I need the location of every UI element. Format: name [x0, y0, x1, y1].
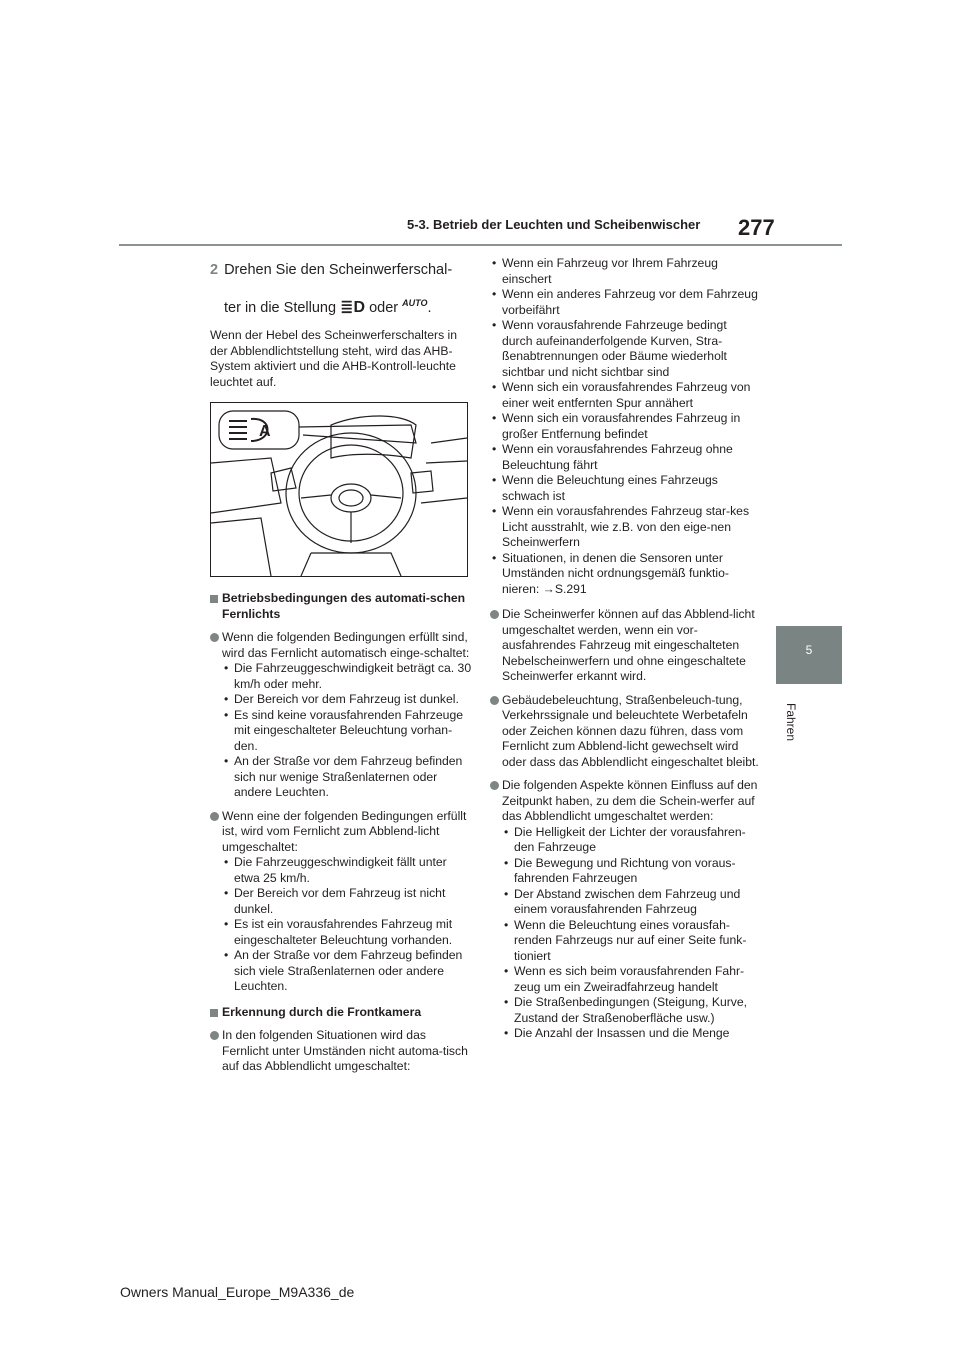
sub-item: • An der Straße vor dem Fahrzeug befinden sich viele Straßenlaternen oder andere Leuchten.: [224, 948, 463, 994]
heading-camera: Erkennung durch die Frontkamera: [210, 1005, 472, 1021]
sub-item: • Wenn sich ein vorausfahrendes Fahrzeug von einer weit entfernten Spur annähert: [492, 380, 751, 410]
ahb-indicator-icon: A: [259, 423, 271, 441]
bullet-off-conditions: Wenn eine der folgenden Bedingungen erfüllt ist, wird vom Fernlicht zum Abblend-licht umgeschaltet: • Die Fahrzeuggeschwindigkeit fällt unter etwa 25 km/h. • Der Bereich vor dem Fahrzeug ist nicht dunkel. • Es ist ein vorausfahrendes Fahrzeug mit eingeschalteter Beleuchtung vorhanden. • An der Straße vor dem Fahrzeug befinden sich viele Straßenlaternen oder andere Leuchten.: [210, 809, 472, 995]
bullet-camera: In den folgenden Situationen wird das Fernlicht unter Umständen nicht automa-tisch auf das Abblendlicht umgeschaltet:: [210, 1028, 472, 1075]
right-column: [490, 256, 760, 1050]
sub-item: • Wenn vorausfahrende Fahrzeuge bedingt durch aufeinanderfolgende Kurven, Stra-ßenabtrennungen oder Bäume wiederholt sichtbar und nicht sichtbar sind: [492, 318, 727, 379]
step-line2: [210, 296, 472, 316]
sub-item: • Der Abstand zwischen dem Fahrzeug und einem vorausfahrenden Fahrzeug: [504, 886, 741, 916]
sub-item: • Wenn ein vorausfahrendes Fahrzeug ohne Beleuchtung fährt: [492, 442, 733, 472]
bullet-timing: Die folgenden Aspekte können Einfluss auf den Zeitpunkt haben, zu dem die Schein-werfer auf das Abblendlicht umgeschaltet werden: • Die Helligkeit der Lichter der vorausfahren-den Fahrzeuge • Die Bewegung und Richtung von voraus-fahrenden Fahrzeugen • Der Abstand zwischen dem Fahrzeug und einem vorausfahrenden Fahrzeug • Wenn die Beleuchtung eines vorausfah-renden Fahrzeugs nur auf einer Seite funk-tioniert • Wenn es sich beim vorausfahrenden Fahr-zeug um ein Zweiradfahrzeug handelt • Die Straßenbedingungen (Steigung, Kurve, Zustand der Straßenoberfläche usw.) • Die Anzahl der Insassen und die Menge: [490, 778, 760, 1042]
square-icon: [210, 595, 218, 603]
sub-item: • Wenn ein anderes Fahrzeug vor dem Fahrzeug vorbeifährt: [492, 287, 758, 317]
low-beam-icon: ≣D: [340, 299, 366, 317]
step-number: 2: [210, 262, 219, 278]
sub-item: • Es sind keine vorausfahrenden Fahrzeuge mit eingeschalteter Beleuchtung vorhan-den.: [224, 707, 463, 753]
sub-item: • An der Straße vor dem Fahrzeug befinden sich nur wenige Straßenlaternen oder andere Leuchten.: [224, 754, 463, 800]
sub-item: • Der Bereich vor dem Fahrzeug ist nicht dunkel.: [224, 886, 446, 916]
bullet-dot-icon: [210, 812, 219, 821]
heading-conditions: Betriebsbedingungen des automati-schen Fernlichts: [210, 591, 472, 622]
left-column: [210, 260, 472, 1083]
sub-item: • Die Fahrzeuggeschwindigkeit beträgt ca. 30 km/h oder mehr.: [224, 661, 472, 691]
page-number: 277: [738, 215, 775, 240]
step-text-mid: oder: [369, 299, 399, 316]
sub-item: • Die Straßenbedingungen (Steigung, Kurve, Zustand der Straßenoberfläche usw.): [504, 995, 748, 1025]
steering-wheel-illustration: [211, 403, 467, 576]
side-tab-label: Fahren: [784, 703, 798, 742]
step-text-pre: ter in die Stellung: [224, 299, 337, 316]
auto-icon: AUTO: [402, 298, 428, 308]
sub-item: • Situationen, in denen die Sensoren unter Umständen nicht ordnungsgemäß funktio-nieren: →S.291: [492, 550, 729, 596]
sub-item: • Wenn es sich beim vorausfahrenden Fahr-zeug um ein Zweiradfahrzeug handelt: [504, 964, 745, 994]
sub-item: • Die Helligkeit der Lichter der vorausfahren-den Fahrzeuge: [504, 824, 746, 854]
footer-text: Owners Manual_Europe_M9A336_de: [120, 1284, 355, 1300]
header-rule: [119, 244, 842, 246]
sub-item: • Der Bereich vor dem Fahrzeug ist dunkel.: [224, 692, 459, 707]
intro-text: Wenn der Hebel des Scheinwerferschalters in der Abblendlichtstellung steht, wird das AHB-System aktiviert und die AHB-Kontroll-leuchte leuchtet auf.: [210, 328, 458, 389]
bullet-dot-icon: [210, 1031, 219, 1040]
step-text-end: .: [427, 299, 432, 316]
situations-list: [490, 256, 760, 597]
sub-item: • Die Bewegung und Richtung von voraus-fahrenden Fahrzeugen: [504, 855, 736, 885]
header-section: 5-3. Betrieb der Leuchten und Scheibenwischer: [407, 217, 701, 232]
bullet-dot-icon: [210, 633, 219, 642]
sub-item: • Wenn sich ein vorausfahrendes Fahrzeug in großer Entfernung befindet: [492, 411, 741, 441]
sub-item: • Die Anzahl der Insassen und die Menge: [504, 1026, 730, 1040]
side-tab-number: 5: [805, 643, 813, 657]
sub-item: • Wenn ein vorausfahrendes Fahrzeug star-kes Licht ausstrahlt, wie z.B. von den eige-nen Scheinwerfern: [492, 504, 750, 549]
bullet-lights: Gebäudebeleuchtung, Straßenbeleuch-tung, Verkehrssignale und beleuchtete Werbetafeln oder Zeichen können dazu führen, dass vom Fernlicht zum Abblend-licht gewechselt wird oder dass das Abblendlicht eingeschaltet bleibt.: [490, 693, 760, 771]
square-icon: [210, 1009, 218, 1017]
step-text-line1: Drehen Sie den Scheinwerferschal-: [224, 262, 453, 278]
sub-item: • Wenn die Beleuchtung eines vorausfah-renden Fahrzeugs nur auf einer Seite funk-tioniert: [504, 917, 747, 963]
dashboard-figure: [210, 402, 468, 577]
sub-item: • Es ist ein vorausfahrendes Fahrzeug mit eingeschalteter Beleuchtung vorhanden.: [224, 917, 453, 947]
step: [210, 260, 472, 280]
sub-item: • Wenn die Beleuchtung eines Fahrzeugs schwach ist: [492, 473, 718, 503]
sub-item: • Die Fahrzeuggeschwindigkeit fällt unter etwa 25 km/h.: [224, 855, 447, 885]
bullet-dot-icon: [490, 696, 499, 705]
bullet-dot-icon: [490, 610, 499, 619]
sub-item: • Wenn ein Fahrzeug vor Ihrem Fahrzeug einschert: [492, 256, 718, 286]
bullet-fog: Die Scheinwerfer können auf das Abblend-licht umgeschaltet werden, wenn ein vor-ausfahrendes Fahrzeug mit eingeschalteten Nebelscheinwerfern und ohne eingeschaltete Scheinwerfer erkannt wird.: [490, 607, 760, 685]
bullet-dot-icon: [490, 781, 499, 790]
bullet-on-conditions: Wenn die folgenden Bedingungen erfüllt sind, wird das Fernlicht automatisch einge-schaltet: • Die Fahrzeuggeschwindigkeit beträgt ca. 30 km/h oder mehr. • Der Bereich vor dem Fahrzeug ist dunkel. • Es sind keine vorausfahrenden Fahrzeuge mit eingeschalteter Beleuchtung vorhan-den. • An der Straße vor dem Fahrzeug befinden sich nur wenige Straßenlaternen oder andere Leuchten.: [210, 630, 472, 801]
